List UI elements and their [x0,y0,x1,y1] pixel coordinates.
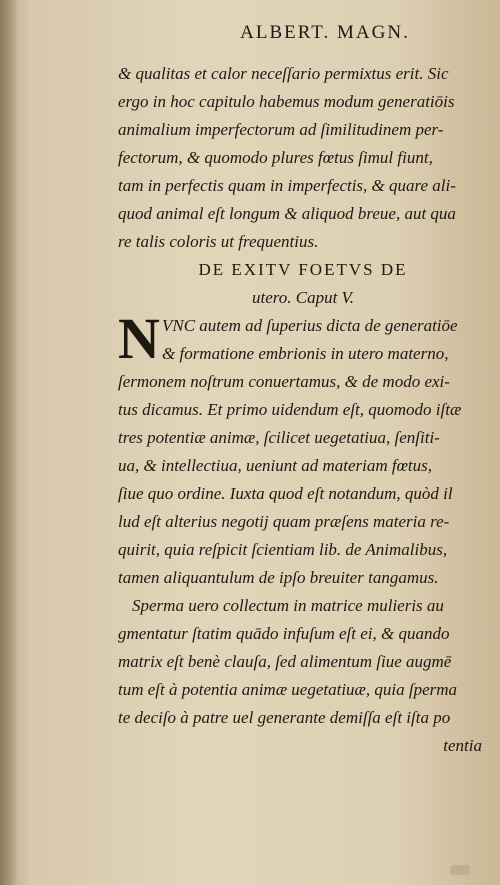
second-paragraph [118,592,488,732]
text-line: quirit, quia reſpicit ſcientiam lib. de Animalibus, [118,540,448,559]
paper-blemish [450,865,470,875]
chapter-subtitle: utero. Caput V. [251,288,354,307]
text-body [118,60,488,760]
text-line: & qualitas et calor neceſſario permixtus erit. Sic [118,64,449,83]
text-line: tum eſt à potentia animæ uegetatiuæ, quia ſperma [118,680,458,699]
text-line: Sperma uero collectum in matrice mulieris au [132,596,444,615]
page-gutter [0,0,18,885]
drop-cap: N [118,306,160,371]
text-line: tam in perfectis quam in imperfectis, & quare ali- [118,176,456,195]
intro-paragraph [118,60,488,256]
text-line: animalium imperfectorum ad ſimilitudinem per- [118,120,444,139]
text-line: te deciſo à patre uel generante demiſſa eſt iſta po [118,708,451,727]
text-line: VNC autem ad ſuperius dicta de generatiōe [162,316,458,335]
running-title: ALBERT. MAGN. [240,22,410,43]
text-line: tus dicamus. Et primo uidendum eſt, quomodo iſtæ [118,400,462,419]
text-line: & formatione embrionis in utero materno, [162,344,449,363]
text-line: ſermonem noſtrum conuertamus, & de modo exi- [118,372,450,391]
text-line: ergo in hoc capitulo habemus modum generatiōis [118,92,455,111]
text-line: lud eſt alterius negotij quam præſens materia re- [118,512,450,531]
text-line: ua, & intellectiua, ueniunt ad materiam fœtus, [118,456,433,475]
text-line: re talis coloris ut frequentius. [118,232,319,251]
text-line: ſiue quo ordine. Iuxta quod eſt notandum, quòd il [118,484,453,503]
text-line: tamen aliquantulum de ipſo breuiter tangamus. [118,568,439,587]
catchword: tentia [443,736,482,755]
text-line: matrix eſt benè clauſa, ſed alimentum ſiue augmē [118,652,452,671]
main-paragraph [118,306,488,592]
text-line: gmentatur ſtatim quādo infuſum eſt ei, & quando [118,624,450,643]
text-line: tres potentiæ animæ, ſcilicet uegetatiua, ſenſiti- [118,428,440,447]
text-line: quod animal eſt longum & aliquod breue, aut qua [118,204,456,223]
text-line: fectorum, & quomodo plures fœtus ſimul fiunt, [118,148,433,167]
chapter-title: DE EXITV FOETVS DE [198,260,408,279]
running-header [0,22,500,44]
